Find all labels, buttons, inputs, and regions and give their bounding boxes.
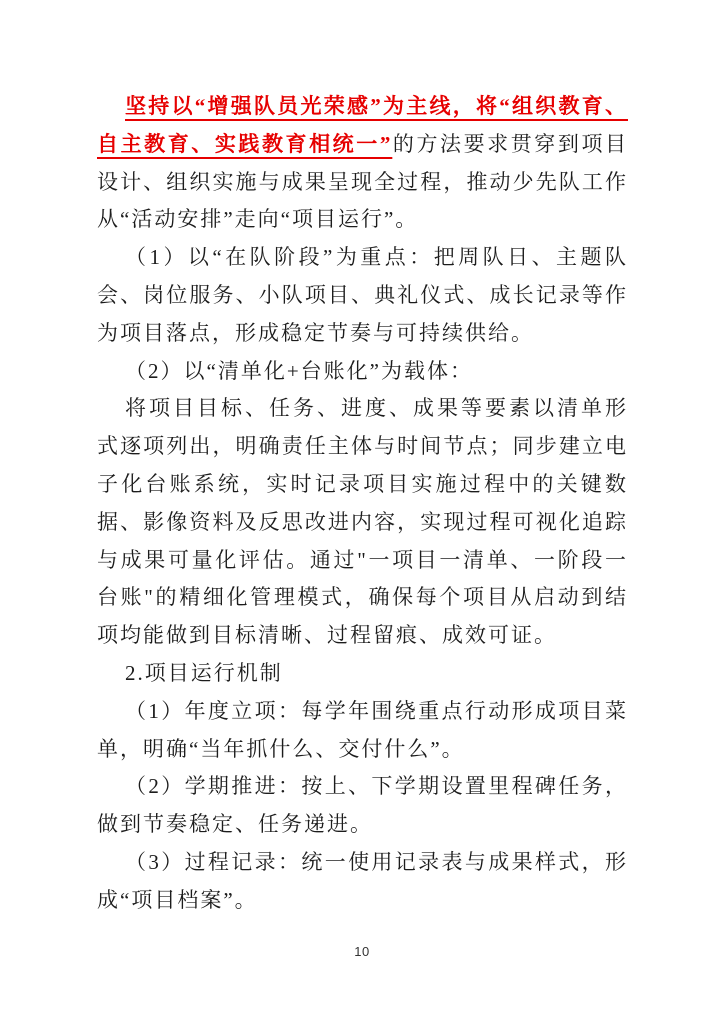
paragraph xyxy=(97,655,628,693)
body-text: 将项目目标、任务、进度、成果等要素以清单形式逐项列出，明确责任主体与时间节点；同步建立电子化台账系统，实时记录项目实施过程中的关键数据、影像资料及反思改进内容，实现过程可视化追踪与成果可量化评估。通过"一项目一清单、一阶段一台账"的精细化管理模式，确保每个项目从启动到结项均能做到目标清晰、过程留痕、成效可证。 xyxy=(97,396,628,648)
paragraph xyxy=(97,693,628,769)
paragraph xyxy=(97,88,628,239)
paragraph xyxy=(97,390,628,655)
body-text: 2.项目运行机制 xyxy=(125,660,283,685)
paragraph xyxy=(97,239,628,352)
body-text: 的方法要求贯穿到项目设计、组织实施与成果呈现全过程，推动少先队工作从“活动安排”走向“项目运行”。 xyxy=(97,131,629,232)
body-text: （3）过程记录：统一使用记录表与成果样式，形成“项目档案”。 xyxy=(97,849,628,912)
body-text: （1）年度立项：每学年围绕重点行动形成项目菜单，明确“当年抓什么、交付什么”。 xyxy=(97,698,628,761)
paragraph xyxy=(97,768,628,844)
page-number: 10 xyxy=(354,944,370,959)
paragraph xyxy=(97,353,628,391)
emphasis-underlined-text: 坚持以“增强队员光荣感”为主线，将“组织教育、自主教育、实践教育相统一” xyxy=(97,94,628,156)
paragraph xyxy=(97,844,628,920)
body-text: （2）以“清单化+台账化”为载体： xyxy=(125,358,473,383)
body-text: （1）以“在队阶段”为重点：把周队日、主题队会、岗位服务、小队项目、典礼仪式、成长记录等作为项目落点，形成稳定节奏与可持续供给。 xyxy=(97,245,628,345)
document-body xyxy=(97,88,628,920)
body-text: （2）学期推进：按上、下学期设置里程碑任务，做到节奏稳定、任务递进。 xyxy=(97,774,628,837)
